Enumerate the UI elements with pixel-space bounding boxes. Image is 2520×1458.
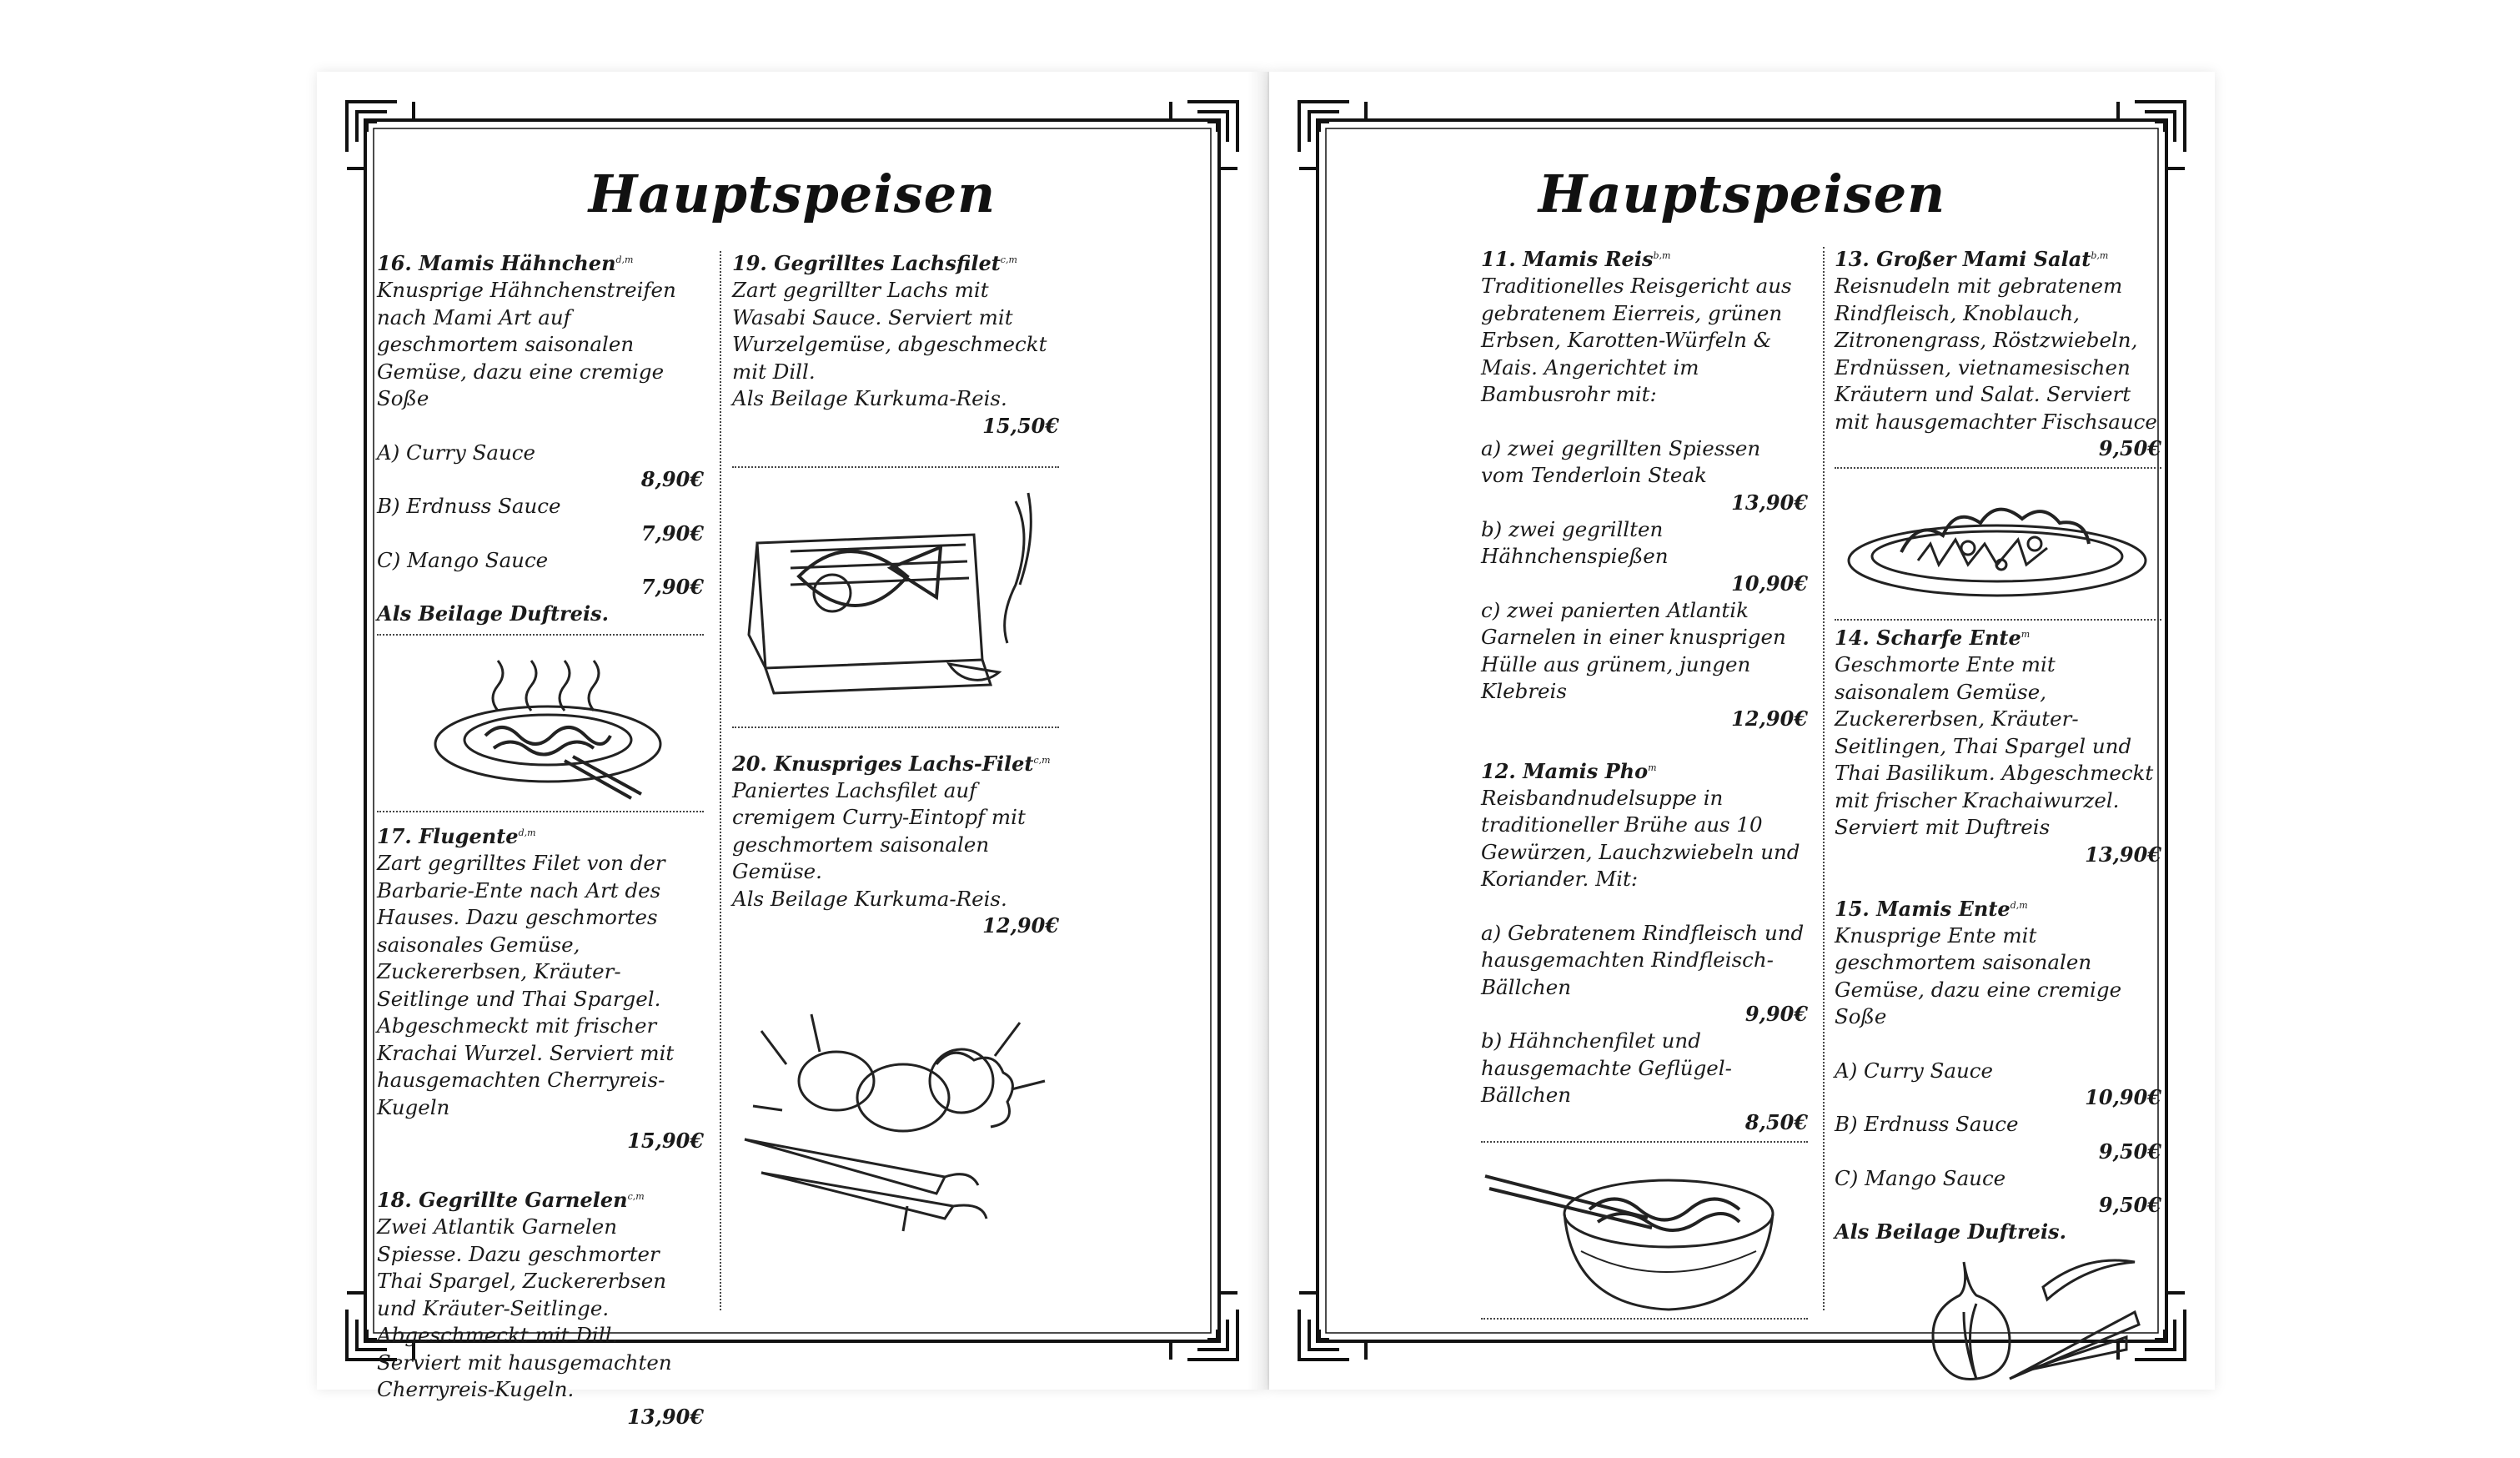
item-price: 9,50€ [2098, 436, 2161, 460]
allergen-codes: d,m [615, 254, 634, 265]
allergen-codes: d,m [2010, 899, 2028, 911]
column-separator [1823, 247, 1825, 1310]
menu-item-16 [377, 251, 704, 627]
item-name: 12. Mamis Pho [1481, 758, 1649, 783]
option-label: b) zwei gegrillten Hähnchenspießen [1481, 516, 1669, 568]
allergen-codes: m [2021, 629, 2031, 640]
option-label: a) zwei gegrillten Spiessen vom Tenderloin Steak [1481, 435, 1761, 487]
item-description: Knusprige Ente mit geschmortem saisonalen Gemüse, dazu eine cremige Soße [1835, 923, 2122, 1028]
option-price: 7,90€ [640, 575, 704, 599]
item-description: Geschmorte Ente mit saisonalem Gemüse, Zuckererbsen, Kräuter-Seitlingen, Thai Spargel und Thai Basilikum. Abgeschmeckt mit frischer Krachaiwurzel. Serviert mit Duftreis [1835, 652, 2154, 839]
option-label: b) Hähnchenfilet und hausgemachte Geflügel-Bällchen [1481, 1028, 1732, 1107]
illustration-slot [1835, 469, 2161, 619]
side-dish-note: Als Beilage Kurkuma-Reis. [732, 386, 1007, 410]
item-description: Reisbandnudelsuppe in traditioneller Brühe aus 10 Gewürzen, Lauchzwiebeln und Koriander. Mit: [1481, 785, 1800, 891]
page-title: Hauptspeisen [588, 163, 996, 224]
allergen-codes: m [1648, 762, 1657, 773]
menu-column-2 [1835, 247, 2161, 1387]
item-name: 20. Knuspriges Lachs-Filet [732, 751, 1034, 776]
allergen-codes: d,m [518, 827, 536, 838]
option-price: 9,50€ [2098, 1139, 2161, 1164]
item-description: Zart gegrillter Lachs mit Wasabi Sauce. Serviert mit Wurzelgemüse, abgeschmeckt mit Dill. [732, 278, 1047, 384]
item-price: 12,90€ [982, 913, 1059, 938]
menu-page-right [1269, 72, 2215, 1390]
noodle-plate-icon [423, 644, 673, 802]
item-name: 17. Flugente [377, 824, 519, 848]
illustration-slot [1481, 1143, 1808, 1318]
menu-item-12 [1481, 759, 1808, 1136]
item-price: 15,50€ [982, 413, 1059, 438]
item-name: 15. Mamis Ente [1835, 896, 2010, 921]
item-name: 14. Scharfe Ente [1835, 626, 2021, 650]
illustration-slot [377, 636, 704, 811]
allergen-codes: c,m [1000, 254, 1017, 265]
illustration-slot [732, 468, 1059, 726]
salad-plate-icon [1843, 485, 2151, 602]
menu-item-19 [732, 251, 1059, 440]
item-price: 15,90€ [627, 1129, 704, 1153]
grilled-salmon-icon [740, 485, 1057, 710]
option-price: 7,90€ [640, 520, 704, 545]
item-price: 13,90€ [627, 1404, 704, 1429]
option-price: 8,90€ [640, 467, 704, 491]
dotted-divider [1835, 619, 2161, 621]
menu-item-14 [1835, 626, 2161, 868]
option-label: B) Erdnuss Sauce [1835, 1112, 2019, 1136]
option-price: 9,90€ [1744, 1002, 1808, 1026]
pho-bowl-icon [1481, 1151, 1781, 1318]
item-description: Zwei Atlantik Garnelen Spiesse. Dazu geschmorter Thai Spargel, Zuckererbsen und Kräuter-Seitlinge. Abgeschmeckt mit Dill. Serviert mit hausgemachten Cherryreis-Kugeln. [377, 1214, 672, 1401]
option-price: 13,90€ [1731, 490, 1808, 515]
dotted-divider [377, 811, 704, 812]
item-name: 11. Mamis Reis [1481, 247, 1654, 271]
allergen-codes: b,m [1653, 250, 1671, 261]
menu-item-15 [1835, 897, 2161, 1246]
menu-column-1 [1481, 247, 1808, 1320]
vegetables-icon [736, 1006, 1062, 1248]
menu-column-1 [377, 251, 704, 1430]
item-name: 16. Mamis Hähnchen [377, 251, 616, 275]
option-price: 9,50€ [2098, 1193, 2161, 1217]
dotted-divider [732, 726, 1059, 728]
illustration-slot [1835, 1245, 2161, 1387]
option-price: 12,90€ [1731, 706, 1808, 731]
side-dish-note: Als Beilage Kurkuma-Reis. [732, 886, 1007, 911]
option-label: a) Gebratenem Rindfleisch und hausgemachten Rindfleisch-Bällchen [1481, 920, 1805, 999]
item-price: 13,90€ [2085, 842, 2161, 867]
item-name: 19. Gegrilltes Lachsfilet [732, 251, 1001, 275]
item-name: 18. Gegrillte Garnelen [377, 1188, 628, 1212]
item-description: Knusprige Hähnchenstreifen nach Mami Art auf geschmortem saisonalen Gemüse, dazu eine cremige Soße [377, 278, 676, 410]
menu-item-17 [377, 824, 704, 1154]
menu-item-11 [1481, 247, 1808, 732]
menu-page-left [317, 72, 1268, 1429]
menu-item-13 [1835, 247, 2161, 462]
option-price: 8,50€ [1744, 1109, 1808, 1134]
item-description: Reisnudeln mit gebratenem Rindfleisch, Knoblauch, Zitronengrass, Röstzwiebeln, Erdnüssen, vietnamesischen Kräutern und Salat. Serviert mit hausgemachter Fischsauce [1835, 274, 2157, 434]
page-title: Hauptspeisen [1538, 163, 1946, 224]
option-price: 10,90€ [1731, 571, 1808, 596]
option-label: c) zwei panierten Atlantik Garnelen in einer knusprigen Hülle aus grünem, jungen Klebreis [1481, 597, 1786, 703]
menu-item-18 [377, 1188, 704, 1430]
option-label: A) Curry Sauce [377, 440, 536, 465]
side-dish-note: Als Beilage Duftreis. [377, 601, 609, 626]
option-label: C) Mango Sauce [1835, 1165, 2006, 1190]
menu-column-2 [732, 251, 1059, 1256]
side-dish-note: Als Beilage Duftreis. [1835, 1219, 2066, 1244]
item-description: Zart gegrilltes Filet von der Barbarie-Ente nach Art des Hauses. Dazu geschmortes saisonales Gemüse, Zuckererbsen, Kräuter-Seitlinge und Thai Spargel. Abgeschmeckt mit frischer Krachai Wurzel. Serviert mit hausgemachten Cherryreis-Kugeln [377, 851, 675, 1119]
garlic-chili-icon [1926, 1254, 2143, 1387]
allergen-codes: b,m [2091, 250, 2109, 261]
option-label: C) Mango Sauce [377, 547, 549, 572]
item-name: 13. Großer Mami Salat [1835, 247, 2091, 271]
allergen-codes: c,m [1033, 754, 1051, 766]
menu-item-20 [732, 752, 1059, 940]
item-description: Paniertes Lachsfilet auf cremigem Curry-Eintopf mit geschmortem saisonalen Gemüse. [732, 777, 1026, 883]
option-price: 10,90€ [2085, 1085, 2161, 1109]
illustration-slot [732, 1006, 1059, 1256]
item-description: Traditionelles Reisgericht aus gebratenem Eierreis, grünen Erbsen, Karotten-Würfeln & Mais. Angerichtet im Bambusrohr mit: [1481, 274, 1792, 406]
allergen-codes: c,m [627, 1191, 645, 1202]
option-label: A) Curry Sauce [1835, 1058, 1994, 1083]
option-label: B) Erdnuss Sauce [377, 494, 561, 518]
column-separator [720, 251, 721, 1310]
